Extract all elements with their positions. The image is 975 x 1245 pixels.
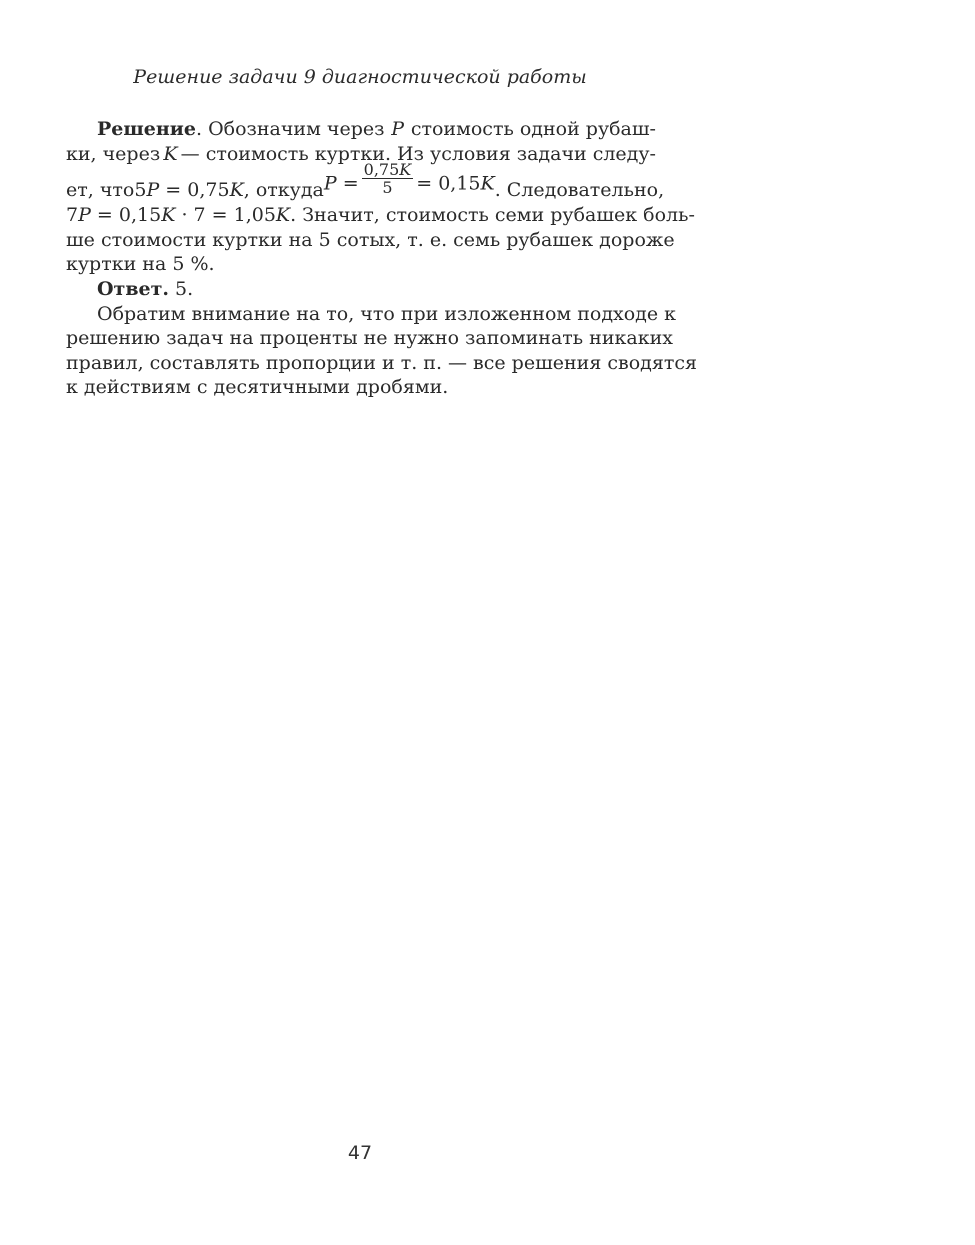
solution-text [66, 117, 697, 400]
fraction: $\frac{0,75K}{5}$ [363, 160, 412, 198]
equation-5p: 5P = 0,75K, откуда [134, 178, 324, 201]
page-number: 47 [347, 1142, 373, 1164]
answer-line [66, 277, 656, 302]
solution-line-5: ше стоимости куртки на 5 сотых, т. е. семь рубашек дороже [66, 228, 675, 251]
solution-line-6: куртки на 5 %. [66, 253, 215, 276]
equation-fraction: P = $\frac{0,75K}{5}$ = 0,15K [323, 160, 495, 198]
note-line-3: правил, составлять пропорции и т. п. — все решения сводятся [66, 351, 697, 374]
answer-value: 5. [175, 277, 194, 300]
note-line-4: к действиям с десятичными дробями. [66, 376, 449, 399]
note-line-1: Обратим внимание на то, что при изложенном подходе к [97, 302, 677, 325]
answer-label: Ответ. [97, 277, 170, 300]
solution-label: Решение [97, 118, 196, 140]
equation-7p: 7P = 0,15K · 7 = 1,05K [66, 204, 291, 227]
note-line-2: решению задач на проценты не нужно запоминать никаких [66, 327, 673, 350]
solution-line-1: Решение. Обозначим через P стоимость одной рубаш- [97, 118, 656, 140]
solution-line-2: ки, через K — стоимость куртки. Из условия задачи следу- [66, 142, 656, 165]
solution-line-3: ет, что 5P = 0,75K, откуда P = $\frac{0,75K}{5}$ = 0,15K . Следовательно, [66, 160, 665, 201]
running-header: Решение задачи 9 диагностической работы [133, 66, 587, 88]
solution-line-4: 7P = 0,15K · 7 = 1,05K . Значит, стоимость семи рубашек боль- [66, 204, 695, 227]
